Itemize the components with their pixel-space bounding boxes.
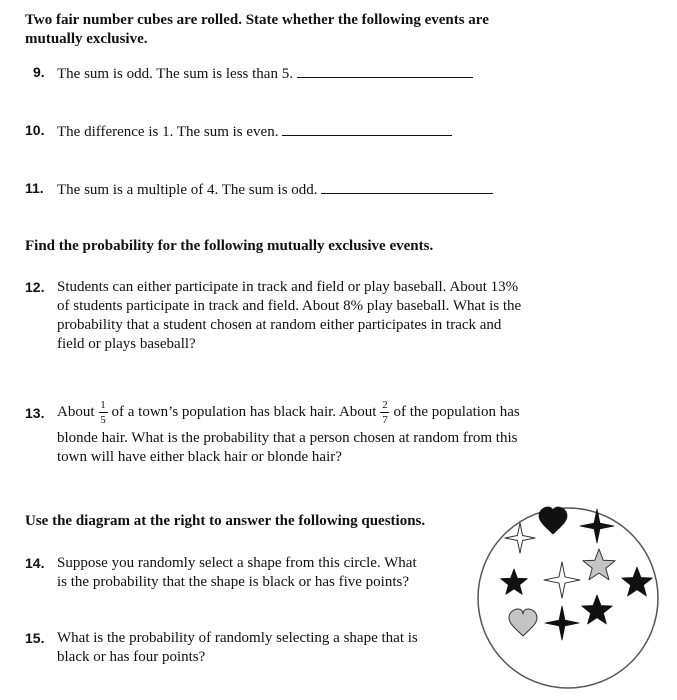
question-line: Suppose you randomly select a shape from this circle. What	[57, 555, 417, 571]
question-14-body	[57, 554, 467, 592]
heading-line-1: Two fair number cubes are rolled. State whether the following events are	[25, 12, 489, 28]
question-12	[25, 278, 44, 297]
shapes-circle-diagram	[470, 495, 670, 695]
question-line-with-fractions	[57, 395, 597, 429]
question-text: The sum is odd. The sum is less than 5.	[57, 66, 293, 82]
question-text: of a town’s population has black hair. About	[111, 403, 377, 420]
heading-line-2: mutually exclusive.	[25, 31, 148, 47]
section-heading-find-probability: Find the probability for the following mutually exclusive events.	[25, 238, 434, 254]
question-11-body	[57, 179, 493, 200]
question-number: 14.	[25, 555, 45, 571]
fraction-bar	[380, 412, 389, 413]
question-line: field or plays baseball?	[57, 336, 196, 352]
question-9	[33, 63, 45, 82]
question-line: Students can either participate in track and field or play baseball. About 13%	[57, 279, 519, 295]
question-13	[25, 404, 44, 423]
question-line: of students participate in track and field. About 8% play baseball. What is the	[57, 298, 522, 314]
question-15-body	[57, 629, 467, 667]
question-14	[25, 554, 44, 573]
fraction-bar	[99, 412, 108, 413]
fraction-numerator: 1	[100, 398, 106, 411]
question-number: 10.	[25, 122, 45, 138]
section-heading-mutually-exclusive	[25, 11, 489, 49]
question-line: probability that a student chosen at random either participates in track and	[57, 317, 502, 333]
question-9-body	[57, 63, 473, 84]
fraction-two-sevenths	[380, 399, 389, 426]
answer-blank-10[interactable]	[282, 121, 452, 136]
diagram-circle	[478, 508, 658, 688]
question-15	[25, 629, 44, 648]
question-11	[25, 179, 44, 198]
question-text: About	[57, 403, 95, 420]
fraction-denominator: 5	[100, 413, 106, 426]
question-12-body	[57, 278, 577, 354]
question-text: of the population has	[393, 403, 520, 420]
question-number: 13.	[25, 405, 45, 421]
question-line: What is the probability of randomly selecting a shape that is	[57, 630, 418, 646]
question-10	[25, 121, 44, 140]
question-line: is the probability that the shape is black or has five points?	[57, 574, 410, 590]
question-line: town will have either black hair or blonde hair?	[57, 449, 342, 465]
question-10-body	[57, 121, 452, 142]
answer-blank-9[interactable]	[297, 63, 473, 78]
question-text: The difference is 1. The sum is even.	[57, 124, 279, 140]
fraction-one-fifth	[99, 399, 108, 426]
question-number: 11.	[25, 180, 44, 196]
question-number: 15.	[25, 630, 45, 646]
question-line: black or has four points?	[57, 649, 206, 665]
question-line: blonde hair. What is the probability that a person chosen at random from this	[57, 430, 518, 446]
question-number: 12.	[25, 279, 45, 295]
fraction-denominator: 7	[382, 413, 388, 426]
question-13-body	[57, 395, 597, 467]
fraction-numerator: 2	[382, 398, 388, 411]
section-heading-use-diagram: Use the diagram at the right to answer the following questions.	[25, 513, 426, 529]
answer-blank-11[interactable]	[321, 179, 493, 194]
question-number: 9.	[33, 64, 45, 80]
question-text: The sum is a multiple of 4. The sum is odd.	[57, 182, 318, 198]
